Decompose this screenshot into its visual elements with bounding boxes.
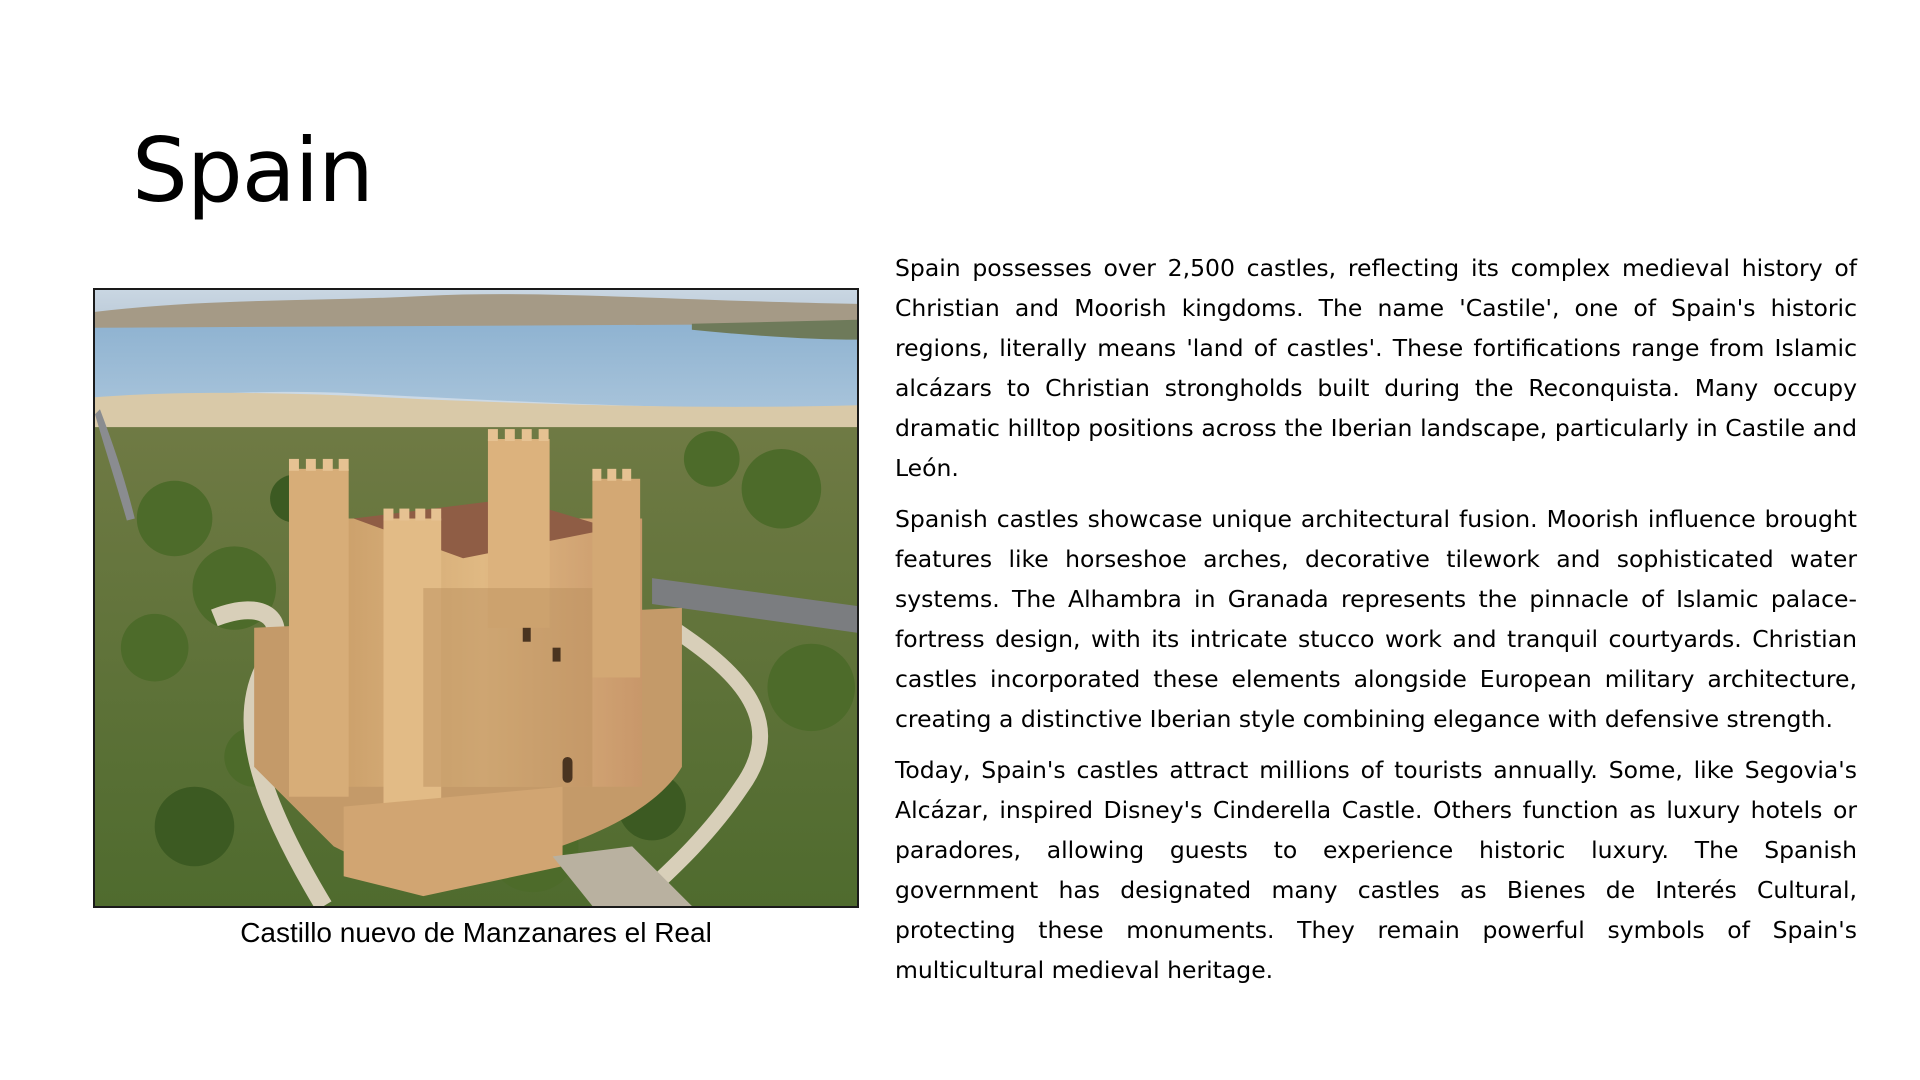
- castle-illustration: [95, 290, 857, 906]
- paragraph-history: Spain possesses over 2,500 castles, reflecting its complex medieval history of Christian and Moorish kingdoms. The name 'Castile', one of Spain's historic regions, literally means 'land of castles'. These fortifications range from Islamic alcázars to Christian strongholds built during the Reconquista. Many occupy dramatic hilltop positions across the Iberian landscape, particularly in Castile and León.: [895, 254, 1857, 482]
- body-text: [895, 248, 1857, 1001]
- photo-caption: Castillo nuevo de Manzanares el Real: [240, 917, 712, 948]
- slide-title: Spain: [132, 119, 373, 222]
- paragraph-today: Today, Spain's castles attract millions of tourists annually. Some, like Segovia's Alcázar, inspired Disney's Cinderella Castle. Others function as luxury hotels or paradores, allowing guests to experience historic luxury. The Spanish government has designated many castles as Bienes de Interés Cultural, protecting these monuments. They remain powerful symbols of Spain's multicultural medieval heritage.: [895, 756, 1857, 984]
- castle-photo: [93, 288, 859, 908]
- paragraph-architecture: Spanish castles showcase unique architectural fusion. Moorish influence brought features like horseshoe arches, decorative tilework and sophisticated water systems. The Alhambra in Granada represents the pinnacle of Islamic palace-fortress design, with its intricate stucco work and tranquil courtyards. Christian castles incorporated these elements alongside European military architecture, creating a distinctive Iberian style combining elegance with defensive strength.: [895, 505, 1857, 733]
